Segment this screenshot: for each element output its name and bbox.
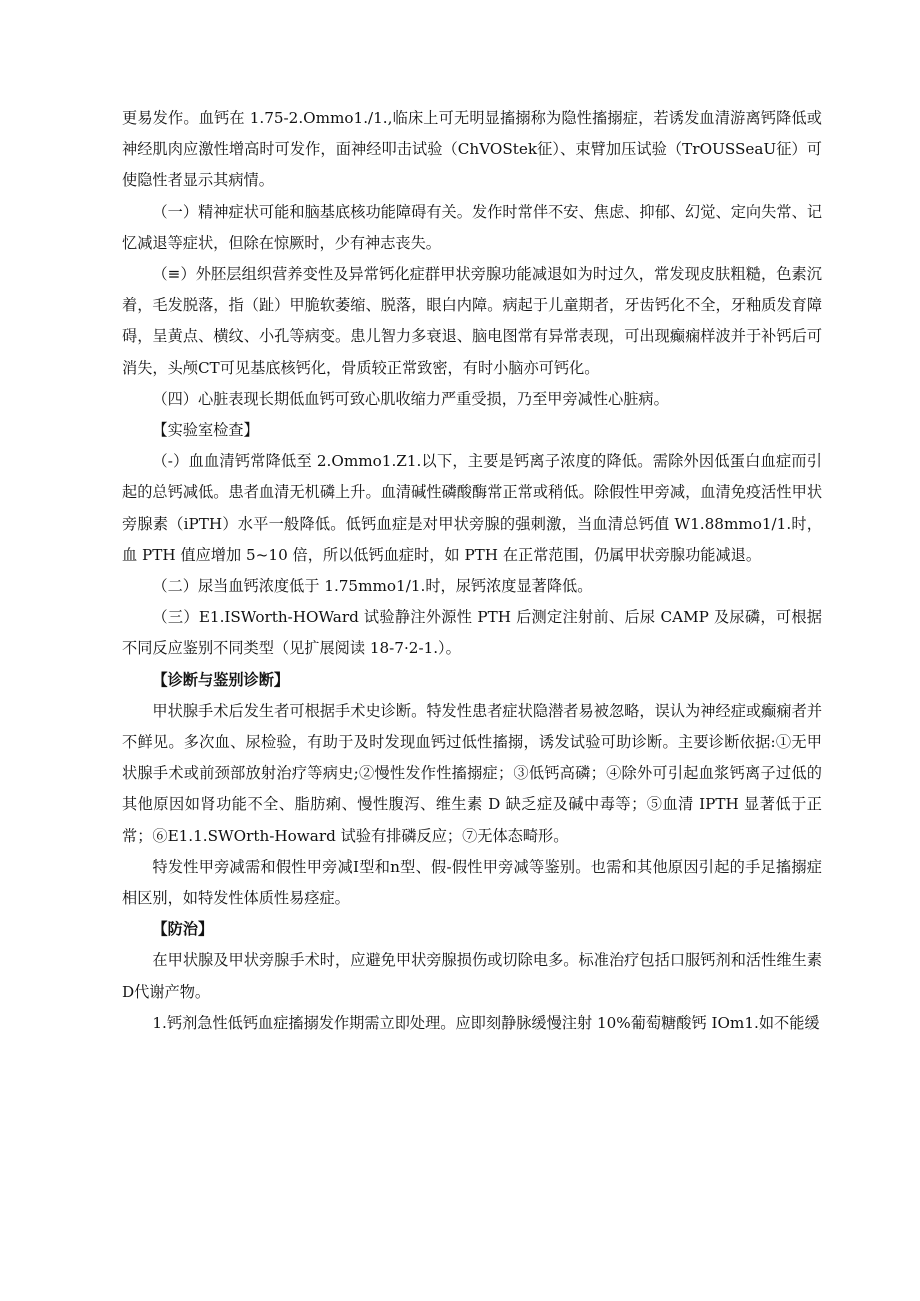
paragraph-diagnosis-criteria: 甲状腺手术后发生者可根据手术史诊断。特发性患者症状隐潜者易被忽略，误认为神经症或癫痫者并不鲜见。多次血、尿检验，有助于及时发现血钙过低性搐搦，诱发试验可助诊断。主要诊断依据:①无甲状腺手术或前颈部放射治疗等病史;②慢性发作性搐搦症；③低钙高磷；④除外可引起血浆钙离子过低的其他原因如肾功能不全、脂肪痢、慢性腹泻、维生素 D 缺乏症及碱中毒等；⑤血清 IPTH 显著低于正常；⑥E1.1.SWOrth-Howard 试验有排磷反应；⑦无体态畸形。 [122,701,822,845]
paragraph-calcium-therapy: 1.钙剂急性低钙血症搐搦发作期需立即处理。应即刻静脉缓慢注射 10%葡萄糖酸钙 IOm1.如不能缓 [152,1013,820,1032]
section-heading-lab-tests: 【实验室检查】 [152,421,259,440]
paragraph-differential: 特发性甲旁减需和假性甲旁减Ⅰ型和n型、假-假性甲旁减等鉴别。也需和其他原因引起的手足搐搦症相区别，如特发性体质性易痉症。 [122,857,822,908]
paragraph-prevention: 在甲状腺及甲状旁腺手术时，应避免甲状旁腺损伤或切除电多。标准治疗包括口服钙剂和活性维生素D代谢产物。 [122,951,822,1001]
paragraph-cardiac: （四）心脏表现长期低血钙可致心肌收缩力严重受损，乃至甲旁减性心脏病。 [152,389,669,408]
section-heading-diagnosis: 【诊断与鉴别诊断】 [152,670,290,689]
paragraph-urine: （二）尿当血钙浓度低于 1.75mmo1∕1.时，尿钙浓度显著降低。 [152,577,593,596]
paragraph-ellsworth-howard: （三）E1.ISWorth-HOWard 试验静注外源性 PTH 后测定注射前、后尿 CAMP 及尿磷，可根据不同反应鉴别不同类型（见扩展阅读 18-7·2-1.）。 [122,608,822,658]
paragraph-ectodermal-changes: （≡）外胚层组织营养变性及异常钙化症群甲状旁腺功能减退如为时过久，常发现皮肤粗糙，色素沉着，毛发脱落，指（趾）甲脆软萎缩、脱落，眼白内障。病起于儿童期者，牙齿钙化不全，牙釉质发育障碍，呈黄点、横纹、小孔等病变。患儿智力多衰退、脑电图常有异常表现，可出现癫痫样波并于补钙后可消失，头颅CT可见基底核钙化，骨质较正常致密，有时小脑亦可钙化。 [122,265,822,377]
paragraph-serum: （-）血血清钙常降低至 2.Ommo1.Z1.以下，主要是钙离子浓度的降低。需除外因低蛋白血症而引起的总钙减低。患者血清无机磷上升。血清碱性磷酸酶常正常或稍低。除假性甲旁减，血清免疫活性甲状旁腺素（iPTH）水平一般降低。低钙血症是对甲状旁腺的强刺激，当血清总钙值 W1.88mmo1∕1.时，血 PTH 值应增加 5~10 倍，所以低钙血症时，如 PTH 在正常范围，仍属甲状旁腺功能减退。 [122,452,822,564]
section-heading-treatment: 【防治】 [152,920,214,939]
paragraph-latent-tetany: 更易发作。血钙在 1.75-2.Ommo1./1.,临床上可无明显搐搦称为隐性搐搦症，若诱发血清游离钙降低或神经肌肉应激性增高时可发作，面神经叩击试验（ChVOStek征）、束臂加压试验（TrOUSSeaU征）可使隐性者显示其病情。 [122,109,822,190]
paragraph-mental-symptoms: （一）精神症状可能和脑基底核功能障碍有关。发作时常伴不安、焦虑、抑郁、幻觉、定向失常、记忆减退等症状，但除在惊厥时，少有神志丧失。 [122,202,822,252]
document-page [122,103,822,1039]
